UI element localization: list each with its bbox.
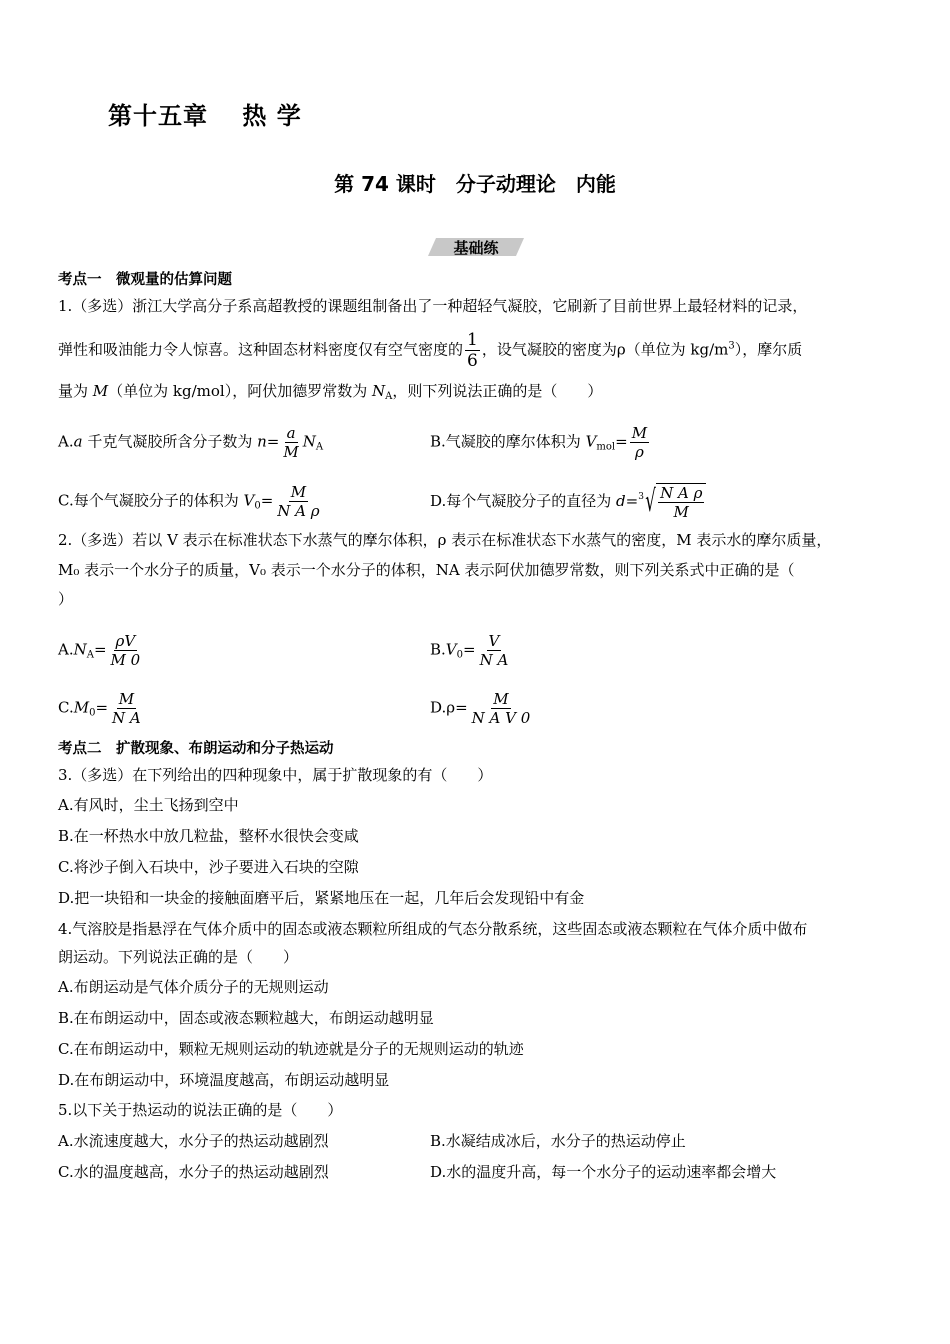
- q2-option-d: [430, 690, 534, 727]
- q1-option-a: [58, 424, 323, 461]
- fraction-denominator: M: [283, 443, 299, 461]
- equals-sign: =: [95, 698, 109, 717]
- symbol-V: V: [445, 640, 457, 659]
- q1-line-2-text-c: ），摩尔质: [734, 340, 803, 359]
- equals-sign: =: [260, 491, 274, 510]
- subscript: mol: [596, 441, 616, 453]
- q2-option-b: [430, 632, 512, 669]
- equals-sign: =: [266, 432, 280, 451]
- fraction-denominator: 6: [467, 351, 478, 371]
- q1-symbol-N-subscript: A: [385, 391, 393, 402]
- symbol-a: a: [73, 432, 83, 451]
- chapter-title: 第十五章 热 学: [108, 102, 302, 130]
- q5-option-c: C.水的温度越高，水分子的热运动越剧烈: [58, 1163, 329, 1181]
- q2-line-1: 2.（多选）若以 V 表示在标准状态下水蒸气的摩尔体积，ρ 表示在标准状态下水蒸气的密度，M 表示水的摩尔质量，: [58, 531, 832, 549]
- fraction-numerator: M: [118, 690, 135, 708]
- q1-line-2-text-b: ，设气凝胶的密度为ρ（单位为 kg/m: [481, 340, 729, 359]
- q1-fraction-one-sixth: [465, 330, 480, 371]
- q5-stem: 5.以下关于热运动的说法正确的是（ ）: [58, 1101, 343, 1119]
- symbol-M: M: [73, 698, 90, 717]
- q2-option-c: [58, 690, 145, 727]
- banner-label: 基础练: [453, 239, 499, 257]
- fraction-numerator: M: [290, 483, 307, 501]
- symbol-V: V: [243, 491, 255, 510]
- subscript: A: [315, 441, 324, 453]
- fraction-denominator: M 0: [110, 651, 141, 669]
- radicand: [656, 483, 706, 521]
- formula-fraction: [630, 424, 649, 461]
- q1-line-3: [58, 381, 602, 407]
- option-label: A.: [58, 432, 74, 451]
- formula-fraction: [658, 484, 704, 521]
- subscript: 0: [254, 500, 261, 512]
- fraction-numerator: N A ρ: [660, 484, 703, 502]
- symbol-V: V: [585, 432, 597, 451]
- formula-fraction: [275, 483, 321, 520]
- q3-stem: 3.（多选）在下列给出的四种现象中，属于扩散现象的有（ ）: [58, 766, 493, 784]
- fraction-denominator: ρ: [634, 443, 644, 461]
- formula-fraction: [281, 424, 300, 461]
- equals-sign: =: [93, 640, 107, 659]
- q3-option-c: C.将沙子倒入石块中，沙子要进入石块的空隙: [58, 858, 359, 876]
- q1-symbol-M: M: [92, 382, 109, 400]
- q1-line-2: [58, 330, 802, 371]
- option-label: D.ρ=: [430, 698, 468, 717]
- fraction-numerator: M: [493, 690, 509, 708]
- subscript: A: [86, 649, 94, 661]
- radical-sign-icon: √: [645, 484, 656, 519]
- q5-option-a: A.水流速度越大，水分子的热运动越剧烈: [58, 1132, 329, 1150]
- q1-option-c: [58, 483, 324, 520]
- q1-line-1: 1.（多选）浙江大学高分子系高超教授的课题组制备出了一种超轻气凝胶，它刷新了目前世界上最轻材料的记录，: [58, 297, 808, 315]
- equals-sign: =: [625, 492, 639, 510]
- lesson-title: 第 74 课时 分子动理论 内能: [334, 172, 616, 196]
- fraction-denominator: N A: [479, 651, 509, 669]
- q4-option-b: B.在布朗运动中，固态或液态颗粒越大，布朗运动越明显: [58, 1009, 434, 1027]
- option-text: 千克气凝胶所含分子数为: [82, 432, 258, 451]
- q5-option-b: B.水凝结成冰后，水分子的热运动停止: [430, 1132, 686, 1150]
- fraction-denominator: N A: [112, 709, 141, 727]
- q5-option-d: D.水的温度升高，每一个水分子的运动速率都会增大: [430, 1163, 777, 1181]
- formula-fraction: [478, 632, 511, 669]
- option-label: B.: [430, 640, 446, 659]
- section-heading-1: 考点一 微观量的估算问题: [58, 272, 232, 288]
- equals-sign: =: [615, 432, 628, 451]
- fraction-numerator: ρV: [115, 632, 136, 650]
- option-text: D.每个气凝胶分子的直径为: [430, 492, 617, 510]
- q4-option-a: A.布朗运动是气体介质分子的无规则运动: [58, 978, 329, 996]
- q4-option-d: D.在布朗运动中，环境温度越高，布朗运动越明显: [58, 1071, 390, 1089]
- symbol-N: N: [302, 432, 316, 451]
- q4-line-2: 朗运动。下列说法正确的是（ ）: [58, 948, 299, 966]
- fraction-denominator: M: [673, 503, 689, 521]
- subscript: 0: [456, 649, 464, 661]
- equals-sign: =: [463, 640, 476, 659]
- fraction-denominator: N A ρ: [277, 502, 320, 520]
- option-label: A.: [58, 640, 74, 659]
- q2-line-3: ）: [58, 590, 74, 608]
- q1-unit-exponent: 3: [728, 340, 735, 352]
- q3-option-d: D.把一块铅和一块金的接触面磨平后，紧紧地压在一起，几年后会发现铅中有金: [58, 889, 585, 907]
- fraction-numerator: a: [286, 424, 296, 442]
- option-label: C.: [58, 698, 74, 717]
- fraction-denominator: N A V 0: [471, 709, 531, 727]
- option-text: C.每个气凝胶分子的体积为: [58, 491, 244, 510]
- q3-option-a: A.有风时，尘土飞扬到空中: [58, 796, 239, 814]
- q3-option-b: B.在一杯热水中放几粒盐，整杯水很快会变咸: [58, 827, 359, 845]
- formula-fraction: [110, 690, 143, 727]
- section-heading-2: 考点二 扩散现象、布朗运动和分子热运动: [58, 741, 334, 757]
- symbol-n: n: [257, 432, 267, 451]
- cube-root: [638, 483, 706, 521]
- subscript: 0: [89, 707, 96, 719]
- q1-line-3-text-a: 量为: [58, 382, 93, 400]
- q1-option-d: [430, 483, 706, 521]
- symbol-N: N: [73, 640, 87, 659]
- fraction-numerator: V: [488, 632, 500, 650]
- fraction-numerator: 1: [467, 330, 478, 350]
- q1-line-3-text-c: ，则下列说法正确的是（ ）: [392, 382, 603, 400]
- symbol-d: d: [616, 492, 626, 510]
- section-banner: [428, 236, 524, 258]
- q4-option-c: C.在布朗运动中，颗粒无规则运动的轨迹就是分子的无规则运动的轨迹: [58, 1040, 524, 1058]
- q2-line-2: M₀ 表示一个水分子的质量，V₀ 表示一个水分子的体积，NA 表示阿伏加德罗常数，则下列关系式中正确的是（: [58, 561, 795, 579]
- root-index: 3: [638, 492, 644, 502]
- q1-symbol-N: N: [371, 382, 386, 400]
- option-text: B.气凝胶的摩尔体积为: [430, 432, 586, 451]
- formula-fraction: [109, 632, 143, 669]
- q1-option-b: [430, 424, 651, 461]
- q4-line-1: 4.气溶胶是指悬浮在气体介质中的固态或液态颗粒所组成的气态分散系统，这些固态或液态颗粒在气体介质中做布: [58, 920, 808, 938]
- q2-option-a: [58, 632, 144, 669]
- formula-fraction: [470, 690, 533, 727]
- q1-line-3-text-b: （单位为 kg/mol），阿伏加德罗常数为: [108, 382, 372, 400]
- q1-line-2-text-a: 弹性和吸油能力令人惊喜。这种固态材料密度仅有空气密度的: [58, 340, 464, 359]
- fraction-numerator: M: [631, 424, 648, 442]
